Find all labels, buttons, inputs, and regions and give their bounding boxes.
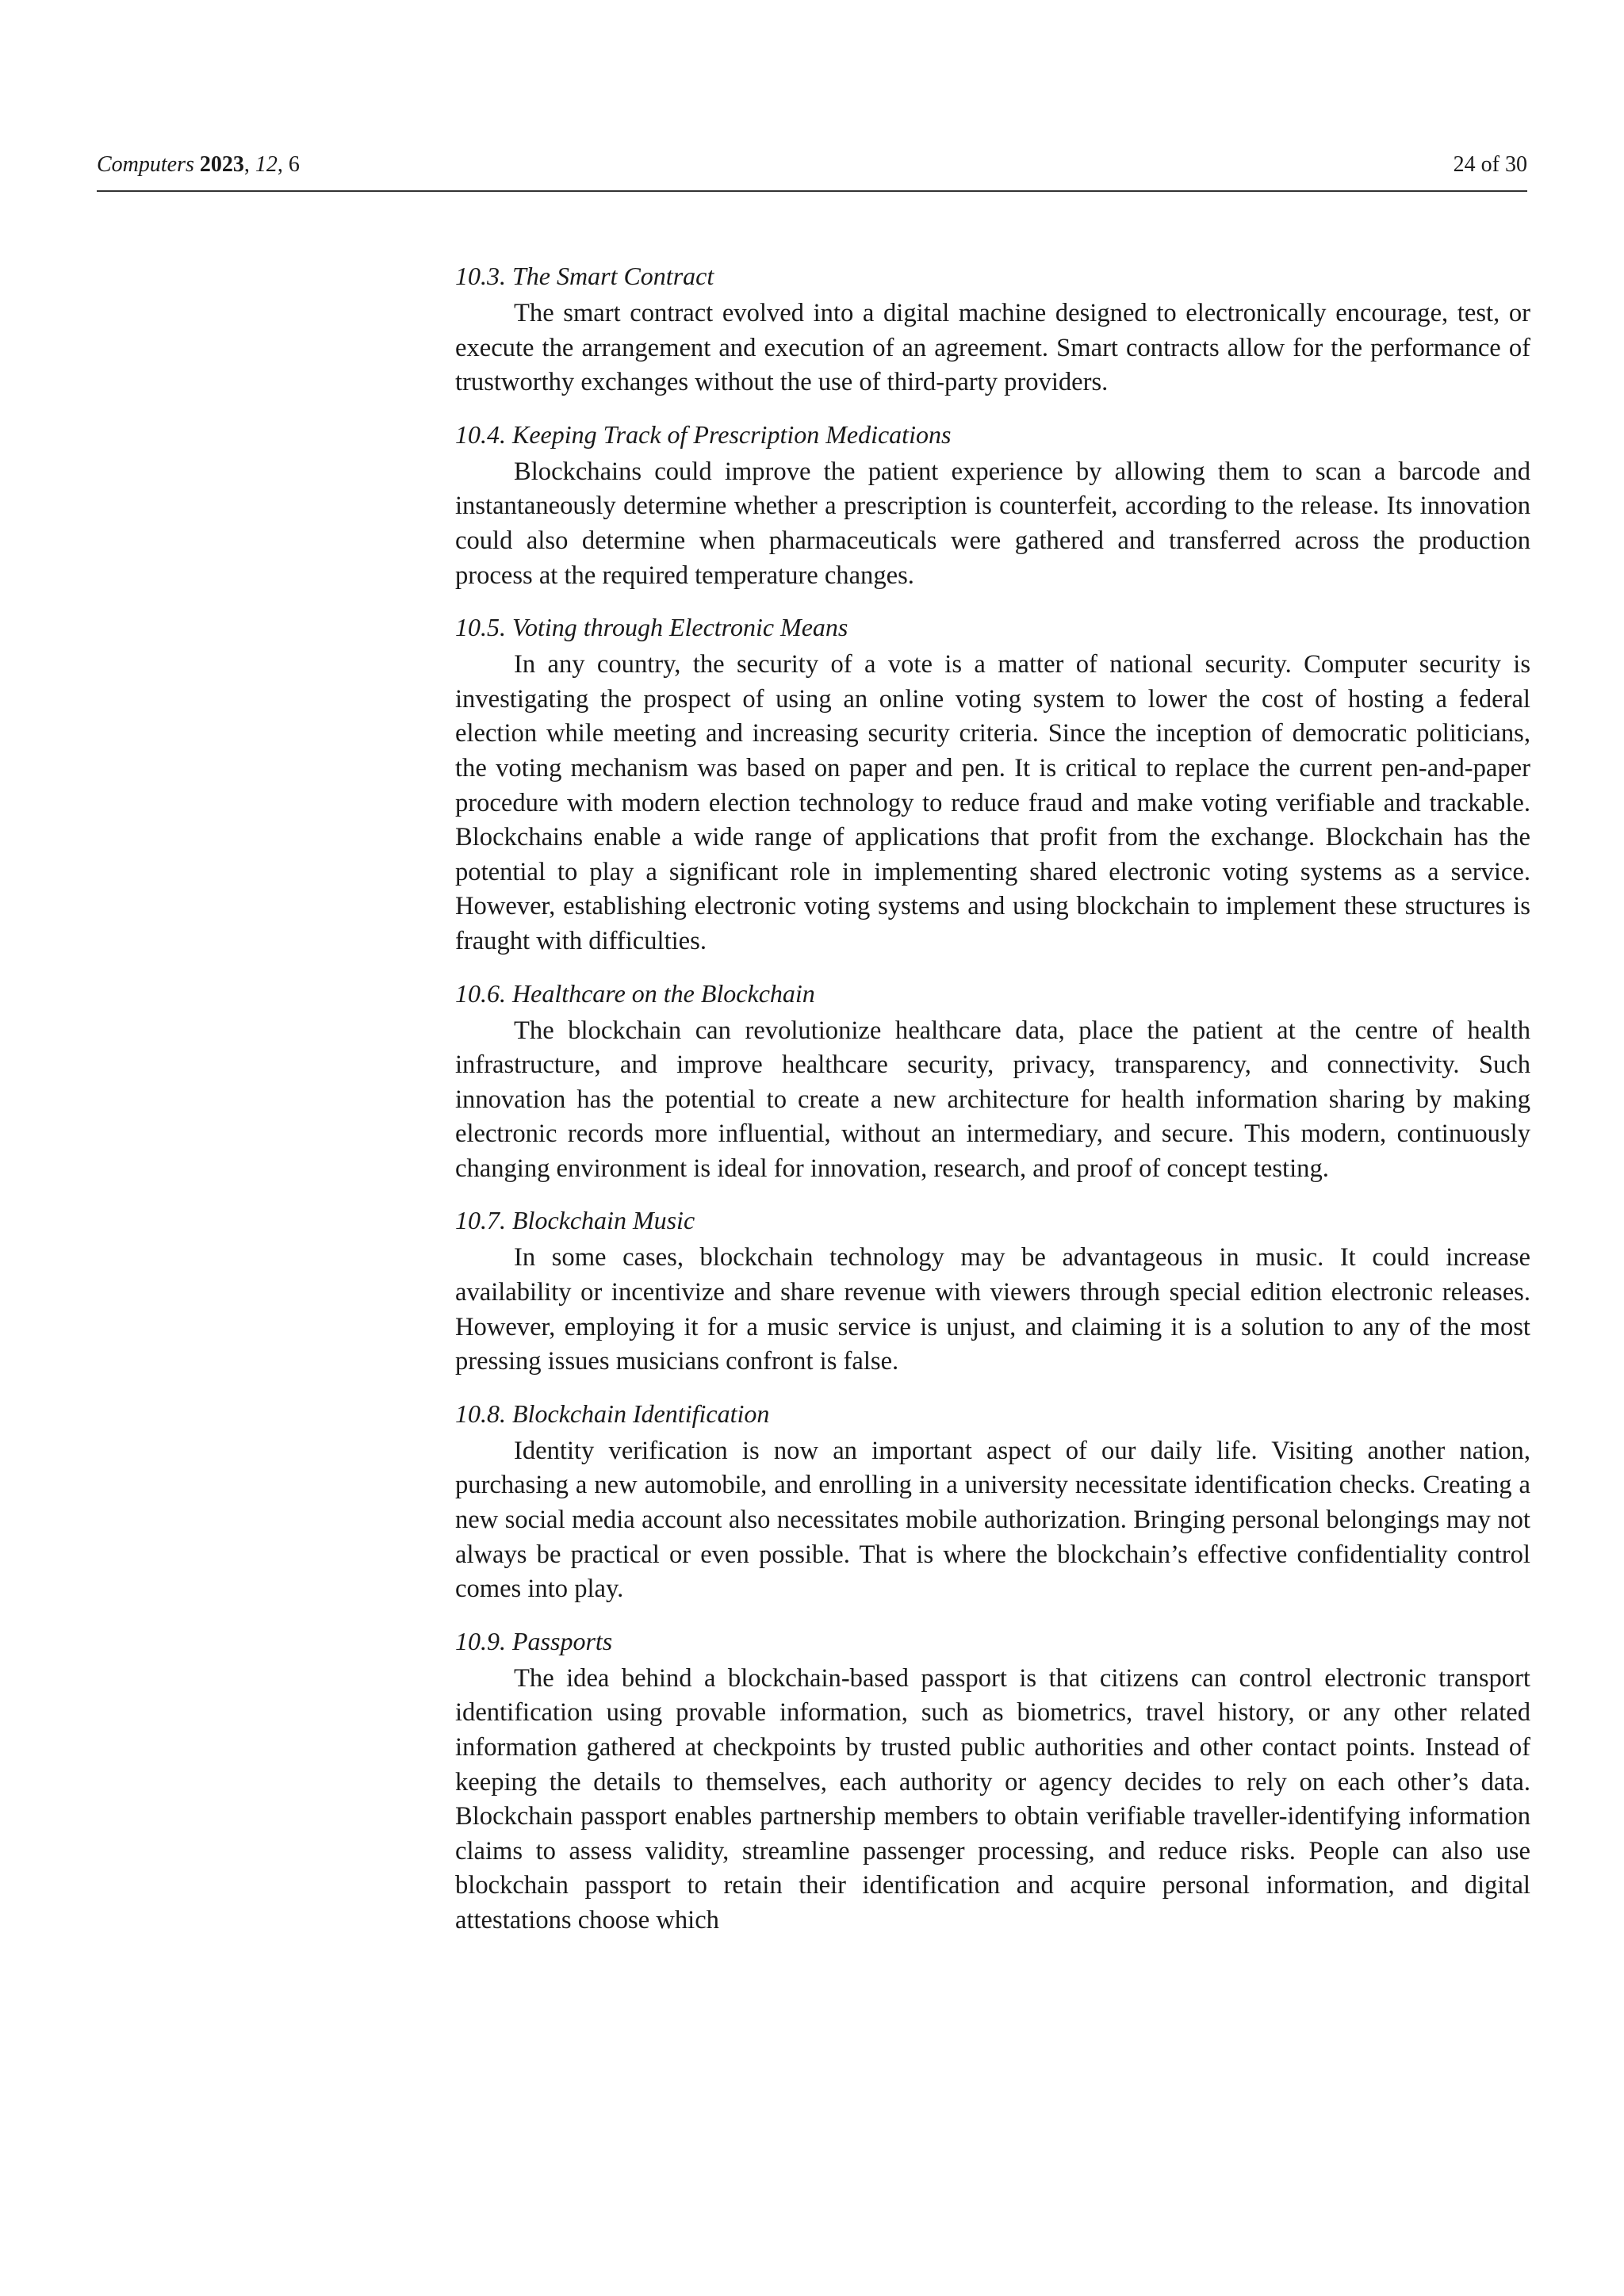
- section-heading: 10.6. Healthcare on the Blockchain: [455, 978, 815, 1008]
- running-header: [97, 149, 1527, 192]
- section-heading: 10.3. The Smart Contract: [455, 262, 714, 290]
- section-heading: 10.8. Blockchain Identification: [455, 1399, 770, 1428]
- section-prescription-medications: [455, 417, 1530, 593]
- section-paragraph: The blockchain can revolutionize healthcare data, place the patient at the centre of health infrastructure, and improve healthcare security, privacy, transparency, and connectivity. Such innovation has the potential to create a new architecture for health information sharing by making electronic records more influential, without an intermediary, and secure. This modern, continuously changing environment is ideal for innovation, research, and proof of concept testing.: [455, 1016, 1530, 1183]
- journal-volume: 12: [255, 152, 278, 177]
- section-heading: 10.7. Blockchain Music: [455, 1206, 695, 1235]
- journal-name: Computers: [97, 152, 194, 177]
- section-blockchain-identification: [455, 1396, 1530, 1607]
- journal-citation: Computers 2023, 12, 6: [97, 152, 300, 177]
- section-paragraph: Identity verification is now an important aspect of our daily life. Visiting another nation, purchasing a new automobile, and enrolling in a university necessitate identification checks. Creating a new social media account also necessitates mobile authorization. Bringing personal belongings may not always be practical or even possible. That is where the blockchain’s effective confidentiality control comes into play.: [455, 1436, 1530, 1604]
- journal-year: 2023: [199, 152, 244, 177]
- section-heading: 10.5. Voting through Electronic Means: [455, 613, 848, 642]
- section-paragraph: The smart contract evolved into a digital machine designed to electronically encourage, test, or execute the arrangement and execution of an agreement. Smart contracts allow for the performance of trustworthy exchanges without the use of third-party providers.: [455, 299, 1530, 397]
- section-heading: 10.9. Passports: [455, 1626, 613, 1655]
- page-number: 24 of 30: [1453, 152, 1527, 177]
- section-healthcare: [455, 976, 1530, 1187]
- section-paragraph: In any country, the security of a vote is a matter of national security. Computer security is investigating the prospect of using an online voting system to lower the cost of hosting a federal election while meeting and increasing security criteria. Since the inception of democratic politicians, the voting mechanism was based on paper and pen. It is critical to replace the current pen-and-paper procedure with modern election technology to reduce fraud and make voting verifiable and trackable. Blockchains enable a wide range of applications that profit from the exchange. Blockchain has the potential to play a significant role in implementing shared electronic voting systems as a service. However, establishing electronic voting systems and using blockchain to implement these structures is fraught with difficulties.: [455, 650, 1530, 955]
- section-paragraph: Blockchains could improve the patient experience by allowing them to scan a barcode and instantaneously determine whether a prescription is counterfeit, according to the release. Its innovation could also determine when pharmaceuticals were gathered and transferred across the production process at the required temperature changes.: [455, 457, 1530, 590]
- article-number: 6: [288, 152, 300, 177]
- main-content: [455, 258, 1530, 1955]
- section-smart-contract: [455, 258, 1530, 400]
- section-heading: 10.4. Keeping Track of Prescription Medications: [455, 419, 952, 449]
- section-electronic-voting: [455, 610, 1530, 959]
- section-paragraph: The idea behind a blockchain-based passport is that citizens can control electronic transport identification using provable information, such as biometrics, travel history, or any other related information gathered at checkpoints by trusted public authorities and other contact points. Instead of keeping the details to themselves, each authority or agency decides to rely on each other’s data. Blockchain passport enables partnership members to obtain verifiable traveller-identifying information claims to assess validity, streamline passenger processing, and reduce risks. People can also use blockchain passport to retain their identification and acquire personal information, and digital attestations choose which: [455, 1663, 1530, 1934]
- section-passports: [455, 1624, 1530, 1938]
- section-blockchain-music: [455, 1203, 1530, 1379]
- section-paragraph: In some cases, blockchain technology may be advantageous in music. It could increase availability or incentivize and share revenue with viewers through special edition electronic releases. However, employing it for a music service is unjust, and claiming it is a solution to any of the most pressing issues musicians confront is false.: [455, 1243, 1530, 1376]
